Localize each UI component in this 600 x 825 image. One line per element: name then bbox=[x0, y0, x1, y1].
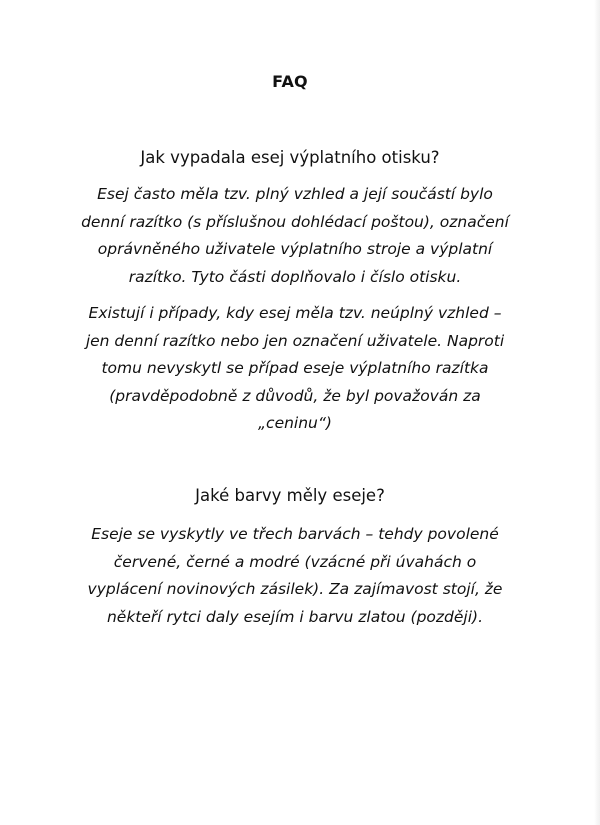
text-line: Esej často měla tzv. plný vzhled a její součástí bylo bbox=[97, 185, 493, 203]
page-title: FAQ bbox=[272, 72, 308, 91]
text-line: denní razítko (s příslušnou dohlédací poštou), označení bbox=[81, 212, 509, 231]
faq-answer-1-paragraph-1 bbox=[60, 181, 530, 291]
text-line: tomu nevyskytl se případ eseje výplatního razítka bbox=[101, 359, 489, 377]
faq-answer-2-paragraph-1 bbox=[60, 521, 530, 631]
text-line: jen denní razítko nebo jen označení uživatele. Naproti bbox=[85, 331, 505, 350]
faq-answer-1-paragraph-2 bbox=[60, 300, 530, 438]
text-line: Eseje se vyskytly ve třech barvách – tehdy povolené bbox=[91, 525, 499, 543]
text-line: oprávněného uživatele výplatního stroje a výplatní bbox=[97, 240, 493, 258]
text-line: Existují i případy, kdy esej měla tzv. neúplný vzhled – bbox=[88, 304, 502, 322]
text-line: někteří rytci daly esejím i barvu zlatou (později). bbox=[106, 607, 484, 626]
faq-question-1: Jak vypadala esej výplatního otisku? bbox=[140, 148, 440, 167]
text-line: červené, černé a modré (vzácné při úvahách o bbox=[113, 552, 477, 571]
text-line: razítko. Tyto části doplňovalo i číslo otisku. bbox=[128, 267, 462, 286]
text-line: „ceninu“) bbox=[258, 414, 332, 432]
text-line: (pravděpodobně z důvodů, že byl považován za bbox=[109, 386, 481, 405]
scan-edge-shadow bbox=[594, 0, 600, 825]
text-line: vyplácení novinových zásilek). Za zajímavost stojí, že bbox=[87, 580, 503, 598]
faq-question-2: Jaké barvy měly eseje? bbox=[195, 486, 385, 505]
